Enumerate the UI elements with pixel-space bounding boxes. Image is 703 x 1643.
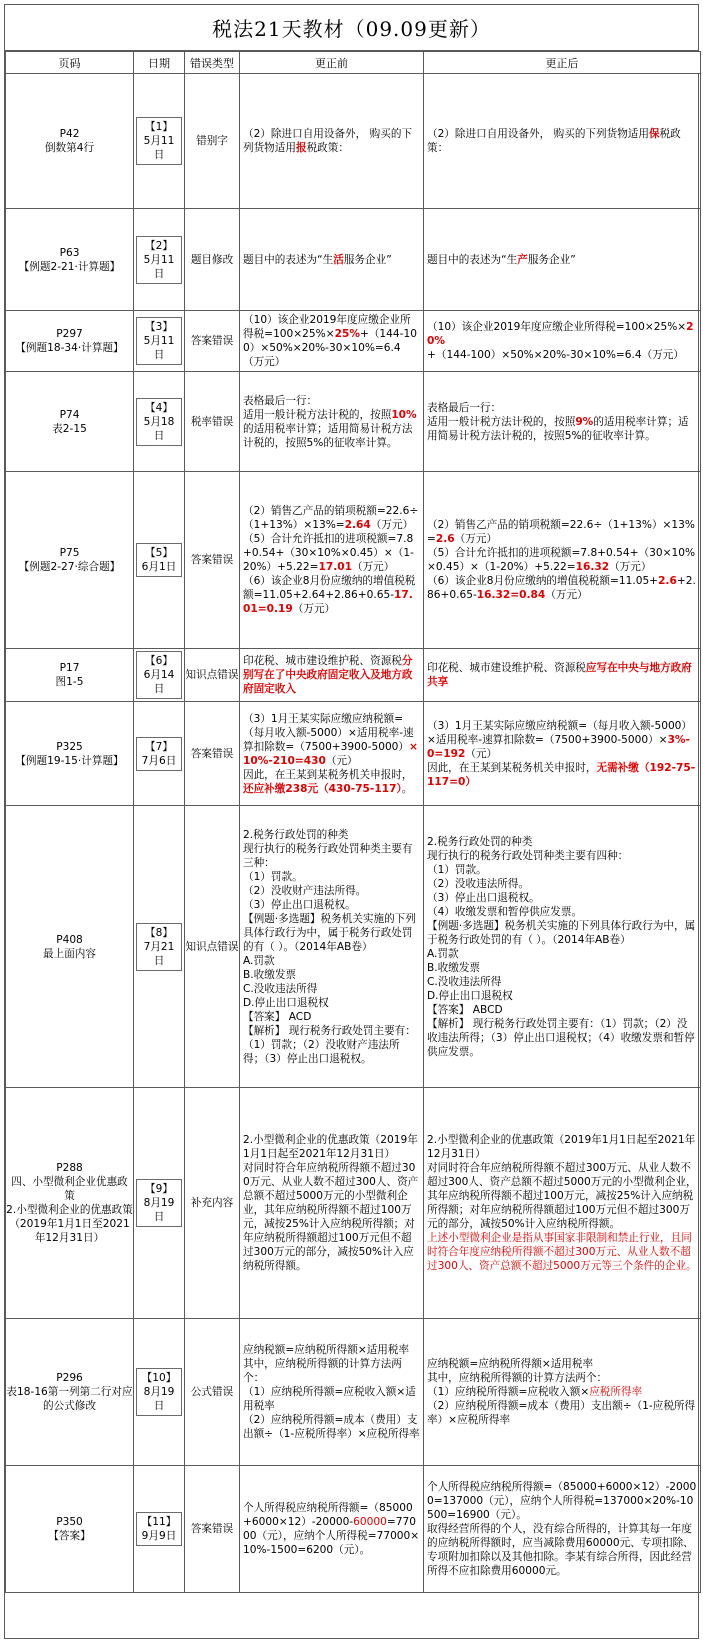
highlighted-text: 2.6: [435, 533, 455, 545]
page-ref: 表18-16第一列第二行对应的公式修改: [6, 1386, 133, 1412]
text-segment: （3）1月王某实际应缴应纳税额=（每月收入额-5000）×适用税率-速算扣除数=（7500+3900-5000）×: [427, 719, 693, 746]
text-segment: 税政策：: [306, 142, 349, 154]
text-segment: （2）没收违法所得。: [427, 877, 530, 890]
cell-error-type: 错别字: [185, 74, 240, 209]
page-ref: 【例题19-15·计算题】: [15, 754, 124, 767]
text-segment: 其中，应纳税所得额的计算方法两个：: [427, 1372, 608, 1384]
header-after: 更正后: [424, 52, 701, 74]
text-segment: （2）销售乙产品的销项税额=22.6÷（1+13%）×13%=: [427, 519, 695, 545]
item-number: 【3】: [145, 321, 173, 333]
text-segment: D.停止出口退税权: [243, 996, 329, 1009]
text-segment: （6）该企业8月份应缴纳的增值税税额=11.05+2.64+2.86+0.65-: [243, 575, 416, 601]
table-row: [6, 649, 701, 702]
text-segment: 【解析】 现行税务行政处罚主要有：（1）罚款；（2）没收财产违法所得；（3）停止出口退税权。: [243, 1024, 416, 1065]
cell-after: [424, 1466, 701, 1593]
text-segment: 题目中的表述为“生: [427, 253, 518, 266]
page-title: 税法21天教材（09.09更新）: [5, 5, 698, 51]
text-segment: B.收缴发票: [427, 961, 481, 974]
text-segment: （1）罚款。: [427, 863, 487, 876]
text-segment: （元）: [325, 754, 358, 767]
highlighted-text: 2.64: [344, 519, 371, 531]
cell-error-type: 答案错误: [185, 702, 240, 806]
text-segment: 的适用税率计算；适用简易计税方法计税的，按照5%的征收率计算。: [243, 422, 413, 449]
date-box: [136, 236, 182, 284]
text-segment: 表格最后一行：: [427, 401, 502, 414]
page-ref: P325: [56, 740, 83, 753]
text-segment: （2）除进口自用设备外， 购买的下列货物适用: [243, 128, 413, 154]
text-segment: （万元）: [609, 561, 652, 573]
cell-page: [6, 472, 134, 649]
text-segment: （万元）: [352, 561, 395, 573]
date-box: [136, 398, 182, 446]
text-segment: 【例题·多选题】税务机关实施的下列具体行政行为中，属于税务行政处罚的有（ ）。（2014年AB卷）: [243, 912, 416, 953]
text-segment: 印花税、城市建设维护税、资源税: [243, 655, 402, 667]
item-date: 9月9日: [141, 1530, 177, 1542]
page-ref: 【答案】: [48, 1530, 91, 1542]
item-number: 【4】: [145, 401, 173, 414]
cell-after: [424, 649, 701, 702]
text-segment: （元）: [465, 747, 498, 760]
cell-after: [424, 311, 701, 372]
text-segment: （10）该企业2019年度应缴企业所得税=100×25%×: [427, 321, 687, 333]
item-date: 5月11日: [143, 135, 175, 161]
highlighted-text: 活: [333, 253, 344, 266]
cell-page: [6, 74, 134, 209]
cell-page: [6, 806, 134, 1088]
item-date: 8月19日: [143, 1386, 175, 1412]
text-segment: C.没收违法所得: [243, 982, 318, 995]
page-ref: P288: [56, 1162, 83, 1174]
cell-before: [240, 74, 424, 209]
cell-error-type: 答案错误: [185, 1466, 240, 1593]
item-date: 7月21日: [143, 940, 175, 967]
item-date: 6月1日: [141, 561, 177, 573]
text-segment: （4）收缴发票和暂停供应发票。: [427, 905, 583, 918]
text-segment: 2.小型微利企业的优惠政策（2019年1月1日起至2021年12月31日）: [427, 1134, 696, 1160]
date-box: [136, 543, 182, 577]
text-segment: 对同时符合年应纳税所得额不超过300万元、从业人数不超过300人、资产总额不超过5000万元的小型微利企业，其年应纳税所得额不超过100万元，减按25%计入应纳税所得额；对年应纳税所得额超过100万元但不超过300万元的部分，减按50%计入应纳税所得额。: [427, 1162, 697, 1230]
date-box: [136, 117, 182, 165]
text-segment: A.罚款: [243, 954, 275, 967]
cell-after: [424, 74, 701, 209]
highlighted-text: 17.01: [318, 561, 352, 573]
cell-after: [424, 702, 701, 806]
text-segment: 个人所得税应纳税所得额=（85000+6000×12）-20000-: [243, 1502, 413, 1528]
item-number: 【10】: [141, 1372, 177, 1384]
cell-date: [134, 1319, 185, 1466]
cell-before: [240, 649, 424, 702]
page-ref: 四、小型微利企业优惠政策: [11, 1176, 128, 1202]
text-segment: （3）停止出口退税权。: [243, 898, 356, 911]
highlighted-text: 16.32=0.84: [476, 589, 546, 601]
text-segment: 印花税、城市建设维护税、资源税: [427, 662, 586, 674]
text-segment: （万元）: [370, 519, 414, 531]
table-row: [6, 702, 701, 806]
text-segment: 题目中的表述为“生: [243, 253, 334, 266]
table-row: [6, 1319, 701, 1466]
cell-error-type: 答案错误: [185, 311, 240, 372]
cell-before: [240, 311, 424, 372]
text-segment: 【解析】 现行税务行政处罚主要有：（1）罚款；（2）没收违法所得；（3）停止出口退税权；（4）收缴发票和暂停供应发票。: [427, 1017, 695, 1058]
cell-page: [6, 1088, 134, 1319]
text-segment: （2）应纳税所得额=成本（费用）支出额÷（1-应税所得率）×应税所得率: [243, 1414, 420, 1440]
text-segment: （1）罚款。: [243, 870, 303, 883]
page-ref: P42: [59, 128, 80, 140]
highlighted-text: 3%-0=192: [427, 733, 690, 760]
text-segment: 个人所得税应纳税所得额=（85000+6000×12）-20000=137000（元），应纳个人所得税=137000×20%-10500=16900（元）。: [427, 1481, 697, 1521]
text-segment: 服务企业”: [343, 253, 392, 266]
red-note-text: 上述小型微利企业是指从事国家非限制和禁止行业，且同时符合年度应纳税所得额不超过300万元、从业人数不超过300人、资产总额不超过5000万元等三个条件的企业。: [427, 1232, 697, 1272]
cell-after: [424, 472, 701, 649]
cell-date: [134, 209, 185, 311]
cell-date: [134, 472, 185, 649]
text-segment: （1）应纳税所得额=应税收入额×适用税率: [243, 1386, 416, 1412]
page-ref: P63: [59, 246, 80, 259]
highlighted-text: 9%: [575, 415, 594, 428]
text-segment: +（144-100）×50%×20%-30×10%=6.4（万元）: [427, 349, 684, 361]
cell-before: [240, 1088, 424, 1319]
header-error-type: 错误类型: [185, 52, 240, 74]
table-row: [6, 311, 701, 372]
cell-error-type: 税率错误: [185, 372, 240, 472]
text-segment: （2）没收财产违法所得。: [243, 884, 367, 897]
cell-before: [240, 702, 424, 806]
text-segment: 因此，在王某到某税务机关申报时，: [427, 761, 597, 774]
cell-error-type: 公式错误: [185, 1319, 240, 1466]
page-ref: 【例题2-21·计算题】: [18, 260, 121, 273]
text-segment: 适用一般计税方法计税的，按照: [243, 408, 392, 421]
errata-sheet: [4, 4, 699, 1639]
page-ref: 【例题2-27·综合题】: [18, 561, 121, 573]
text-segment: 其中，应纳税所得额的计算方法两个：: [243, 1358, 402, 1384]
text-segment: +（144-100）×50%×20%-30×10%=6.4（万元）: [243, 328, 417, 368]
highlighted-text: 分别写在了中央政府固定收入及地方政府固定收入: [243, 655, 413, 695]
page-ref: 倒数第4行: [44, 142, 95, 154]
cell-date: [134, 1466, 185, 1593]
cell-before: [240, 472, 424, 649]
item-number: 【7】: [145, 740, 173, 753]
item-date: 5月11日: [143, 253, 175, 280]
text-segment: 应纳税额=应纳税所得额×适用税率: [243, 1344, 410, 1356]
text-segment: （万元）: [292, 603, 336, 615]
page-ref: P408: [56, 933, 83, 946]
highlighted-text: 16.32: [575, 561, 610, 573]
table-header-row: [6, 52, 701, 74]
text-segment: （3）1月王某实际应缴应纳税额=（每月收入额-5000）×适用税率-速算扣除数=（7500+3900-5000）: [243, 712, 414, 753]
text-segment: 服务企业”: [527, 253, 576, 266]
text-segment: B.收缴发票: [243, 968, 297, 981]
page-ref: P17: [59, 662, 80, 674]
cell-date: [134, 1088, 185, 1319]
table-row: [6, 1466, 701, 1593]
text-segment: 【例题·多选题】税务机关实施的下列具体行政行为中，属于税务行政处罚的有（ ）。（2014年AB卷）: [427, 919, 696, 946]
cell-before: [240, 806, 424, 1088]
text-segment: （2）销售乙产品的销项税额=22.6÷（1+13%）×13%=: [243, 505, 419, 531]
page-ref: P297: [56, 328, 83, 340]
page-ref: 最上面内容: [43, 947, 96, 960]
text-segment: （5）合计允许抵扣的进项税额=7.8+0.54+（30×10%×0.45）×（1-20%）+5.22=: [243, 533, 414, 573]
cell-page: [6, 1319, 134, 1466]
date-box: [136, 1179, 182, 1227]
cell-date: [134, 649, 185, 702]
item-number: 【8】: [145, 926, 173, 939]
cell-before: [240, 372, 424, 472]
page-ref: P75: [59, 547, 80, 559]
text-segment: （万元）: [545, 589, 588, 601]
date-box: [136, 1512, 182, 1546]
page-ref: P350: [56, 1516, 83, 1528]
date-box: [136, 737, 182, 771]
item-date: 6月14日: [143, 669, 175, 695]
red-note-text: 应税所得率: [589, 1386, 643, 1398]
errata-table: [5, 51, 701, 1593]
text-segment: 的适用税率计算；适用简易计税方法计税的，按照5%的征收率计算。: [427, 415, 689, 442]
item-date: 5月18日: [143, 415, 175, 442]
highlighted-text: 2.6: [658, 575, 677, 587]
text-segment: =77000（元），应纳个人所得税=77000×10%-1500=6200（元）。: [243, 1516, 420, 1556]
item-date: 8月19日: [143, 1197, 175, 1223]
table-row: [6, 1088, 701, 1319]
cell-date: [134, 74, 185, 209]
text-segment: 2.小型微利企业的优惠政策（2019年1月1日起至2021年12月31日）: [243, 1134, 418, 1160]
item-number: 【1】: [145, 121, 173, 133]
text-segment: （3）停止出口退税权。: [427, 891, 540, 904]
cell-after: [424, 209, 701, 311]
cell-before: [240, 1466, 424, 1593]
cell-page: [6, 649, 134, 702]
item-date: 7月6日: [141, 754, 177, 767]
red-note-text: 60000: [353, 1516, 387, 1528]
text-segment: （2）除进口自用设备外， 购买的下列货物适用: [427, 128, 649, 140]
cell-date: [134, 702, 185, 806]
cell-date: [134, 311, 185, 372]
text-segment: 税政策：: [427, 128, 681, 154]
cell-page: [6, 372, 134, 472]
item-number: 【5】: [145, 547, 173, 559]
text-segment: 表格最后一行：: [243, 394, 318, 407]
date-box: [136, 317, 182, 365]
text-segment: 。: [401, 782, 413, 795]
item-number: 【9】: [145, 1183, 173, 1195]
cell-page: [6, 702, 134, 806]
text-segment: 【答案】 ABCD: [427, 1003, 503, 1016]
text-segment: C.没收违法所得: [427, 975, 502, 988]
highlighted-text: ×10%-210=430: [243, 740, 418, 767]
cell-error-type: 答案错误: [185, 472, 240, 649]
cell-page: [6, 1466, 134, 1593]
highlighted-text: 还应补缴238元（430-75-117）: [243, 782, 402, 795]
date-box: [136, 923, 182, 971]
header-date: 日期: [134, 52, 185, 74]
item-number: 【2】: [145, 239, 173, 252]
header-page: 页码: [6, 52, 134, 74]
table-row: [6, 74, 701, 209]
page-ref: P296: [56, 1372, 83, 1384]
cell-before: [240, 209, 424, 311]
highlighted-text: 产: [517, 253, 528, 266]
cell-error-type: 补充内容: [185, 1088, 240, 1319]
cell-after: [424, 1088, 701, 1319]
text-segment: 2.税务行政处罚的种类: [427, 835, 533, 848]
highlighted-text: 17.01=0.19: [243, 589, 413, 615]
text-segment: 应纳税额=应纳税所得额×适用税率: [427, 1358, 594, 1370]
cell-error-type: 题目修改: [185, 209, 240, 311]
highlighted-text: 无需补缴（192-75-117=0）: [427, 761, 696, 788]
cell-before: [240, 1319, 424, 1466]
highlighted-text: 保: [648, 128, 660, 140]
text-segment: 因此，在王某到某税务机关申报时，: [243, 768, 413, 781]
item-number: 【11】: [141, 1516, 177, 1528]
highlighted-text: 应写在中央与地方政府共享: [427, 662, 692, 688]
highlighted-text: 10%: [391, 408, 417, 421]
text-segment: 取得经营所得的个人，没有综合所得的，计算其每一年度的应纳税所得额时，应当减除费用60000元、专项扣除、专项附加扣除以及其他扣除。李某有综合所得，因此经营所得不应扣除费用60000元。: [427, 1523, 694, 1577]
item-date: 5月11日: [143, 335, 175, 361]
header-before: 更正前: [240, 52, 424, 74]
highlighted-text: 20%: [427, 321, 694, 347]
text-segment: （5）合计允许抵扣的进项税额=7.8+0.54+（30×10%×0.45）×（1-20%）+5.22=: [427, 547, 696, 573]
text-segment: （万元）: [454, 533, 498, 545]
cell-page: [6, 209, 134, 311]
text-segment: （1）应纳税所得额=应税收入额×: [427, 1386, 590, 1398]
table-row: [6, 372, 701, 472]
text-segment: 2.税务行政处罚的种类: [243, 828, 349, 841]
cell-error-type: 知识点错误: [185, 649, 240, 702]
cell-date: [134, 372, 185, 472]
cell-after: [424, 806, 701, 1088]
text-segment: A.罚款: [427, 947, 459, 960]
cell-page: [6, 311, 134, 372]
text-segment: D.停止出口退税权: [427, 989, 513, 1002]
text-segment: （2）应纳税所得额=成本（费用）支出额÷（1-应税所得率）×应税所得率: [427, 1400, 696, 1426]
text-segment: （6）该企业8月份应缴纳的增值税税额=11.05+: [427, 575, 659, 587]
cell-after: [424, 372, 701, 472]
text-segment: 适用一般计税方法计税的，按照: [427, 415, 576, 428]
date-box: [136, 651, 182, 699]
page-ref: P74: [59, 408, 80, 421]
table-row: [6, 472, 701, 649]
text-segment: 现行执行的税务行政处罚种类主要有四种：: [427, 849, 629, 862]
highlighted-text: 25%: [334, 328, 360, 340]
table-row: [6, 806, 701, 1088]
text-segment: 【答案】 ACD: [243, 1010, 312, 1023]
item-number: 【6】: [145, 655, 173, 667]
page-ref: 图1-5: [55, 676, 84, 688]
table-row: [6, 209, 701, 311]
cell-error-type: 知识点错误: [185, 806, 240, 1088]
page-ref: 【例题18-34·计算题】: [15, 342, 124, 354]
text-segment: +2.86+0.65-: [427, 575, 696, 601]
cell-after: [424, 1319, 701, 1466]
page-ref: 表2-15: [52, 422, 87, 435]
date-box: [136, 1368, 182, 1416]
page-ref: 2.小型微利企业的优惠政策（2019年1月1日至2021年12月31日）: [6, 1204, 133, 1244]
text-segment: 对同时符合年应纳税所得额不超过300万元、从业人数不超过300人、资产总额不超过5000万元的小型微利企业，其年应纳税所得额不超过100万元，减按25%计入应纳税所得额；对年应纳税所得额超过100万元但不超过300万元的部分，减按50%计入应纳税所得额。: [243, 1162, 419, 1272]
highlighted-text: 报: [295, 142, 307, 154]
text-segment: 现行执行的税务行政处罚种类主要有三种：: [243, 842, 413, 869]
text-segment: （10）该企业2019年度应缴企业所得税=100×25%×: [243, 314, 411, 340]
cell-date: [134, 806, 185, 1088]
